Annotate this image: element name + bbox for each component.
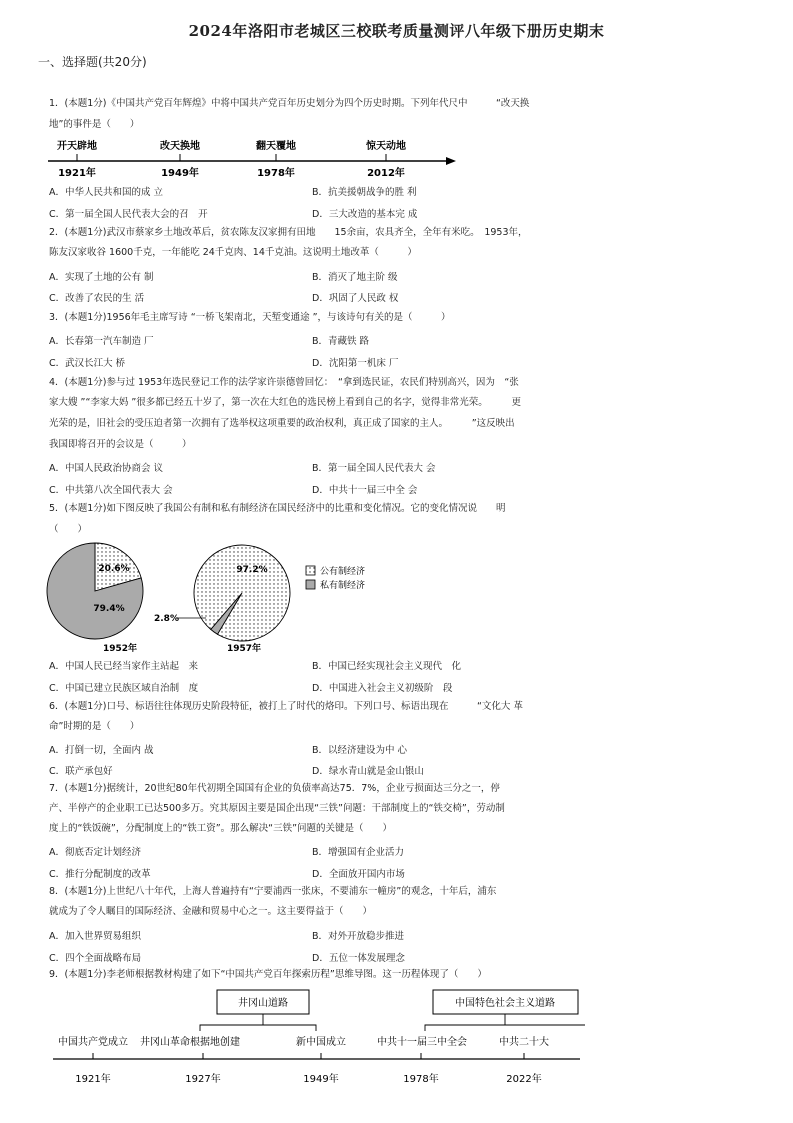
timeline-label: 改天换地 [160,141,200,152]
mindmap-year: 1921年 [75,1074,111,1085]
mindmap-year: 1949年 [303,1074,339,1085]
q5-option-c[interactable]: C．中国已建立民族区域自治制 度 [49,683,199,694]
q6-stem-line1: 6．(本题1分)口号、标语往往体现历史阶段特征，被打上了时代的烙印。下列口号、标语出现在 “文化大 革 [49,701,523,712]
timeline-label: 翻天覆地 [256,141,296,152]
q7-option-a[interactable]: A．彻底否定计划经济 [49,847,141,858]
timeline-year: 1978年 [257,168,295,179]
q8-option-d[interactable]: D．五位一体发展理念 [312,953,405,964]
q4-stem-line1: 4．(本题1分)参与过 1953年选民登记工作的法学家许崇德曾回忆： “拿到选民证，农民们特别高兴，因为 “张 [49,377,519,388]
q4-stem-line4: 我国即将召开的会议是（ ） [49,439,192,450]
q1-option-c[interactable]: C．第一届全国人民代表大会的召 开 [49,209,208,220]
mindmap-event: 中共二十大 [499,1037,549,1048]
mindmap-box-jinggangshan-label: 井冈山道路 [238,998,288,1009]
q6-option-a[interactable]: A．打倒一切，全面内 战 [49,745,154,756]
q4-option-d[interactable]: D．中共十一届三中全 会 [312,485,418,496]
q1-stem-line1: 1．(本题1分)《中国共产党百年辉煌》中将中国共产党百年历史划分为四个历史时期。下列年代尺中 “改天换 [49,98,530,109]
q2-stem-line2: 陈友汉家收谷 1600千克，一年能吃 24千克肉、14千克油。这说明土地改革（ ） [49,247,417,258]
q1-timeline [40,134,460,182]
q8-option-c[interactable]: C．四个全面战略布局 [49,953,142,964]
mindmap-bracket-left [200,1025,316,1031]
timeline-label: 惊天动地 [366,141,406,152]
mindmap-event: 井冈山革命根据地创建 [140,1037,240,1048]
q6-stem-line2: 命”时期的是（ ） [49,721,140,732]
q7-stem-line3: 度上的“铁饭碗”，分配制度上的“铁工资”。那么解决“三铁”问题的关键是（ ） [49,823,393,834]
q2-stem-line1: 2．(本题1分)武汉市蔡家乡土地改革后，贫农陈友汉家拥有田地 15余亩，农具齐全，全年有米吃。 1953年， [49,227,528,238]
q1-option-b[interactable]: B．抗美援朝战争的胜 利 [312,187,417,198]
q8-option-b[interactable]: B．对外开放稳步推进 [312,931,405,942]
q3-stem: 3．(本题1分)1956年毛主席写诗 “一桥飞架南北，天堑变通途 ”，与该诗句有关的是（ ） [49,312,451,323]
pie2-public-slice [194,545,290,641]
q5-stem-line2: （ ） [49,524,88,535]
pie1-private-label: 79.4% [93,604,125,614]
timeline-year: 2012年 [367,168,405,179]
q2-option-d[interactable]: D．巩固了人民政 权 [312,293,399,304]
q8-stem-line1: 8．(本题1分)上世纪八十年代，上海人普遍持有“宁要浦西一张床，不要浦东一幢房”的观念，十年后，浦东 [49,886,497,897]
q3-option-b[interactable]: B．青藏铁 路 [312,336,370,347]
section-heading: 一、选择题(共20分) [38,55,147,69]
q7-stem-line1: 7．(本题1分)据统计，20世纪80年代初期全国国有企业的负债率高达75．7%，企业亏损面达三分之一，停 [49,783,500,794]
q4-option-a[interactable]: A．中国人民政治协商会 议 [49,463,164,474]
mindmap-event: 中共十一届三中全会 [377,1037,467,1048]
q4-stem-line2: 家大嫂 ”“李家大妈 ”很多都已经五十岁了，第一次在大红色的选民榜上看到自己的名字，觉得非常光荣。 更 [49,397,522,408]
q2-option-a[interactable]: A．实现了土地的公有 制 [49,272,154,283]
mindmap-year: 1978年 [403,1074,439,1085]
q5-option-d[interactable]: D．中国进入社会主义初级阶 段 [312,683,453,694]
q5-option-a[interactable]: A．中国人民已经当家作主站起 来 [49,661,198,672]
page-title: 2024年洛阳市老城区三校联考质量测评八年级下册历史期末 [188,22,605,40]
pie2-private-label: 2.8% [154,614,179,624]
mindmap-box-socialism-label: 中国特色社会主义道路 [455,998,555,1009]
timeline-label: 开天辟地 [57,141,97,152]
q3-option-d[interactable]: D．沈阳第一机床 厂 [312,358,399,369]
timeline-arrow [446,157,456,165]
pie2-year: 1957年 [227,644,262,654]
timeline-year: 1949年 [161,168,199,179]
q8-option-a[interactable]: A．加入世界贸易组织 [49,931,141,942]
q5-pie-chart [40,538,400,656]
q6-option-d[interactable]: D．绿水青山就是金山银山 [312,766,424,777]
q9-mindmap [45,985,585,1090]
q3-option-a[interactable]: A．长春第一汽车制造 厂 [49,336,154,347]
pie-1952 [47,543,143,639]
pie-1957 [194,545,290,641]
q3-option-c[interactable]: C．武汉长江大 桥 [49,358,126,369]
q4-stem-line3: 光荣的是，旧社会的受压迫者第一次拥有了选举权这项重要的政治权利，真正成了国家的主人。 ”这反映出 [49,418,515,429]
q1-stem-line2: 地”的事件是（ ） [49,119,140,130]
q7-stem-line2: 产、半停产的企业职工已达500多万。究其原因主要是国企出现“三铁”问题：干部制度上的“铁交椅”，劳动制 [49,803,505,814]
q5-option-b[interactable]: B．中国已经实现社会主义现代 化 [312,661,462,672]
q2-option-c[interactable]: C．改善了农民的生 活 [49,293,145,304]
mindmap-year: 2022年 [506,1074,542,1085]
q8-stem-line2: 就成为了令人瞩目的国际经济、金融和贸易中心之一。这主要得益于（ ） [49,906,373,917]
legend-private-swatch [306,580,315,589]
mindmap-event: 新中国成立 [296,1037,346,1048]
pie1-public-label: 20.6% [98,564,130,574]
q5-stem-line1: 5．(本题1分)如下图反映了我国公有制和私有制经济在国民经济中的比重和变化情况。它的变化情况说 明 [49,503,506,514]
pie1-year: 1952年 [103,644,138,654]
mindmap-bracket-right [425,1025,585,1031]
q6-option-c[interactable]: C．联产承包好 [49,766,113,777]
q7-option-d[interactable]: D．全面放开国内市场 [312,869,405,880]
q7-option-b[interactable]: B．增强国有企业活力 [312,847,405,858]
q7-option-c[interactable]: C．推行分配制度的改革 [49,869,151,880]
q6-option-b[interactable]: B．以经济建设为中 心 [312,745,408,756]
timeline-year: 1921年 [58,168,96,179]
q1-option-a[interactable]: A．中华人民共和国的成 立 [49,187,164,198]
q4-option-c[interactable]: C．中共第八次全国代表大 会 [49,485,173,496]
q9-stem: 9．(本题1分)李老师根据教材构建了如下“中国共产党百年探索历程”思维导图。这一历程体现了（ ） [49,969,487,980]
mindmap-event: 中国共产党成立 [58,1037,128,1048]
q1-option-d[interactable]: D．三大改造的基本完 成 [312,209,418,220]
q2-option-b[interactable]: B．消灭了地主阶 级 [312,272,398,283]
legend-public-swatch [306,566,315,575]
legend-private-label: 私有制经济 [320,581,366,591]
q4-option-b[interactable]: B．第一届全国人民代表大 会 [312,463,436,474]
pie2-public-label: 97.2% [236,565,268,575]
legend-public-label: 公有制经济 [320,567,366,577]
mindmap-year: 1927年 [185,1074,221,1085]
